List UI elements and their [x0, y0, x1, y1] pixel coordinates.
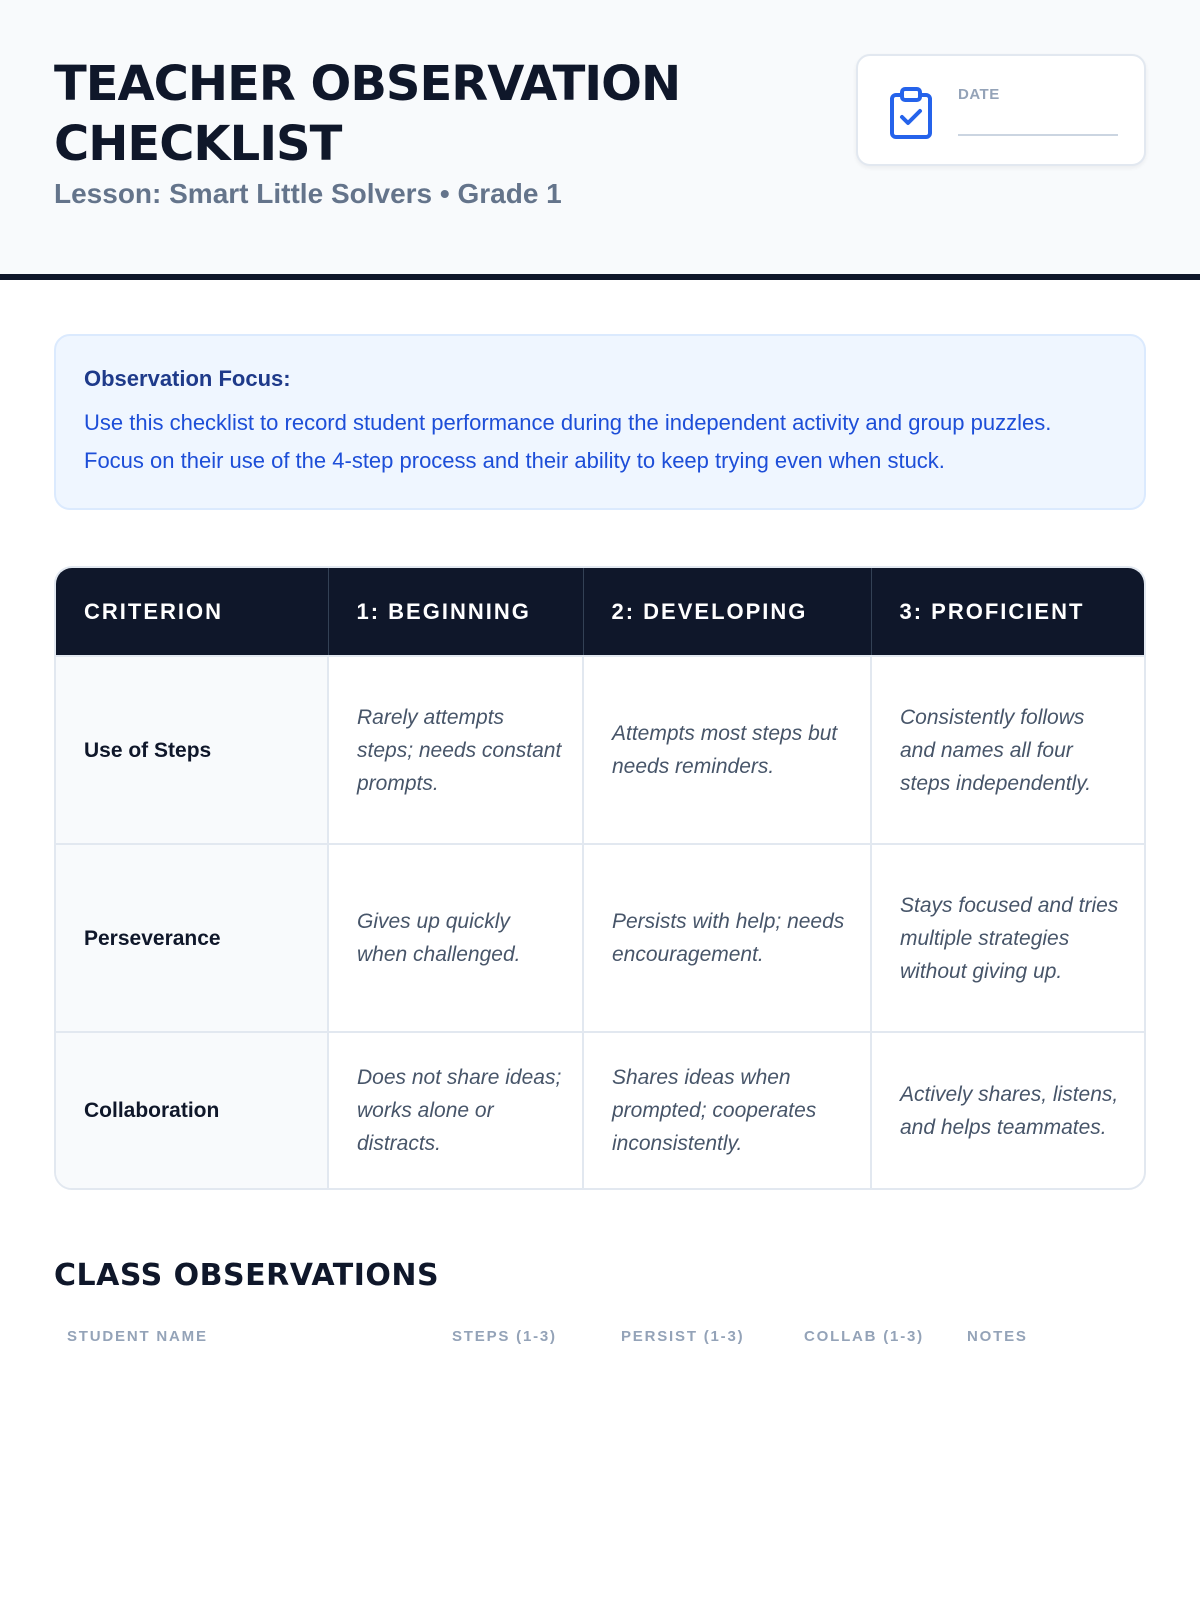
header-criterion: CRITERION	[56, 568, 328, 656]
rubric-header-row	[56, 568, 1144, 656]
developing-cell: Attempts most steps but needs reminders.	[583, 656, 871, 844]
lesson-subtitle: Lesson: Smart Little Solvers • Grade 1	[54, 178, 562, 209]
date-box	[856, 54, 1146, 166]
col-student-name: STUDENT NAME	[67, 1328, 208, 1345]
observation-focus-box	[54, 334, 1146, 510]
focus-text: Use this checklist to record student performance during the independent activity and group puzzles. Focus on their use of the 4-step process and their ability to keep trying even when stuck.	[84, 410, 1052, 473]
col-notes: NOTES	[967, 1328, 1028, 1345]
page-title: TEACHER OBSERVATION CHECKLIST	[54, 56, 681, 172]
table-row	[56, 656, 1144, 844]
developing-cell: Shares ideas when prompted; cooperates inconsistently.	[583, 1032, 871, 1188]
date-label: DATE	[958, 86, 1000, 103]
table-row	[56, 1032, 1144, 1188]
header-proficient: 3: PROFICIENT	[871, 568, 1144, 656]
beginning-cell: Rarely attempts steps; needs constant prompts.	[328, 656, 583, 844]
col-steps: STEPS (1-3)	[452, 1328, 557, 1345]
developing-cell: Persists with help; needs encouragement.	[583, 844, 871, 1032]
focus-title: Observation Focus:	[84, 366, 291, 391]
clipboard-check-icon	[888, 86, 934, 140]
beginning-cell: Gives up quickly when challenged.	[328, 844, 583, 1032]
class-observations-heading: CLASS OBSERVATIONS	[54, 1258, 440, 1293]
beginning-cell: Does not share ideas; works alone or distracts.	[328, 1032, 583, 1188]
date-field[interactable]	[958, 134, 1118, 136]
proficient-cell: Actively shares, listens, and helps teammates.	[871, 1032, 1144, 1188]
col-collab: COLLAB (1-3)	[804, 1328, 924, 1345]
header-developing: 2: DEVELOPING	[583, 568, 871, 656]
criterion-cell: Perseverance	[56, 844, 328, 1032]
rubric-table	[54, 566, 1146, 1190]
proficient-cell: Consistently follows and names all four steps independently.	[871, 656, 1144, 844]
proficient-cell: Stays focused and tries multiple strategies without giving up.	[871, 844, 1144, 1032]
page-header	[0, 0, 1200, 280]
criterion-cell: Collaboration	[56, 1032, 328, 1188]
criterion-cell: Use of Steps	[56, 656, 328, 844]
table-row	[56, 844, 1144, 1032]
observations-column-headers	[0, 1328, 1200, 1348]
header-beginning: 1: BEGINNING	[328, 568, 583, 656]
col-persist: PERSIST (1-3)	[621, 1328, 745, 1345]
